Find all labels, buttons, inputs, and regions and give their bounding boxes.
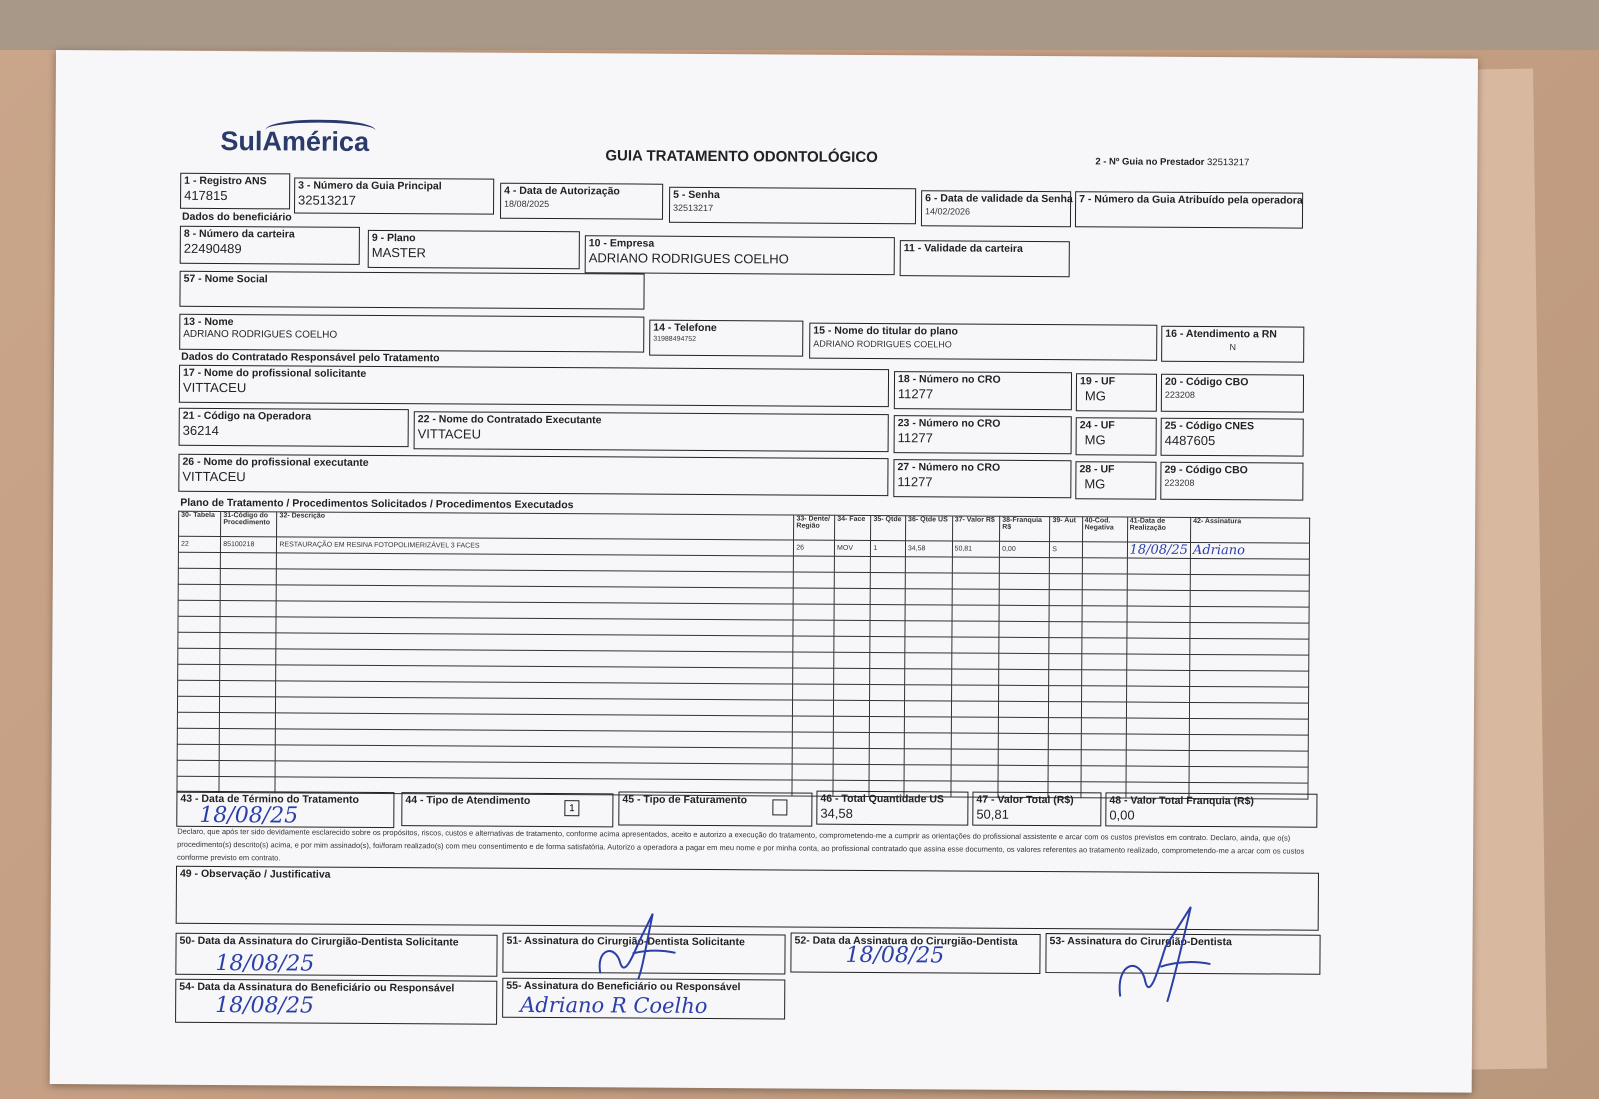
table-cell: [1126, 766, 1189, 782]
table-cell: [1081, 670, 1126, 686]
table-cell: [793, 604, 834, 620]
table-cell: [951, 685, 999, 701]
table-cell: [951, 669, 999, 685]
table-cell: [834, 684, 870, 700]
field-profissional-solicitante[interactable]: 17 - Nome do profissional solicitante VITTACEU: [179, 365, 889, 407]
table-cell: [904, 685, 951, 701]
procedures-header-cell: 33- Dente/ Região: [794, 515, 835, 540]
table-cell: 50,81: [952, 541, 1000, 557]
guia-prestador: 2 - Nº Guia no Prestador 32513217: [1095, 156, 1250, 169]
table-cell: [999, 557, 1049, 573]
table-cell: [870, 700, 905, 716]
table-cell: [999, 653, 1049, 669]
section-contratado: Dados do Contratado Responsável pelo Tratamento: [181, 350, 440, 365]
field-numero-guia-principal[interactable]: 3 - Número da Guia Principal 32513217: [294, 177, 494, 214]
table-cell: [1049, 654, 1081, 670]
table-cell: [178, 616, 220, 632]
field-data-assinatura-beneficiario[interactable]: 54- Data da Assinatura do Beneficiário ou Responsável: [175, 979, 497, 1025]
table-cell: [220, 585, 276, 601]
table-cell: Adriano: [1190, 542, 1309, 559]
table-cell: [904, 749, 951, 765]
table-cell: [998, 749, 1048, 765]
table-cell: [178, 680, 220, 696]
table-cell: [999, 685, 1049, 701]
declaration-text: Declaro, que após ter sido devidamente esclarecido sobre os propósitos, riscos, custos e alternativas de tratamento, conforme acima apresentados, aceito e autorizo a execução do tratamento, comprometendo-me a cumprir as orientações do profissional assistente e arcar com os custos previstos em contrato. Declaro, ainda, que o(s) procedimento(s) descrito(s) acima, e por mim assinado(s), foi/foram realizado(s) com meu consentimento e de forma satisfatória. Autorizo a operadora a pagar em meu nome e por minha conta, ao profissional contratado que assina esse documento, os valores referentes ao tratamento realizado, comprometendo-me a arcar com os custos conforme previsto em contrato.: [177, 826, 1305, 863]
procedures-header-cell: 36- Qtde US: [905, 516, 952, 541]
field-assinatura-solicitante[interactable]: 51- Assinatura do Cirurgião-Dentista Solicitante: [502, 933, 785, 975]
table-cell: [834, 556, 870, 572]
table-cell: [220, 681, 276, 697]
table-cell: [1190, 638, 1309, 655]
table-cell: [1081, 702, 1126, 718]
table-cell: [178, 648, 220, 664]
table-cell: 0,00: [1000, 541, 1050, 557]
handwritten-data-50: 18/08/25: [215, 950, 315, 977]
procedures-header-cell: 35- Qtde: [871, 515, 906, 540]
table-cell: S: [1050, 542, 1082, 558]
table-cell: [870, 668, 905, 684]
table-cell: [1081, 686, 1126, 702]
table-cell: [793, 668, 834, 684]
table-cell: [1126, 702, 1189, 718]
table-cell: [792, 764, 833, 780]
table-cell: [1190, 558, 1309, 575]
table-cell: [1082, 558, 1127, 574]
table-cell: [1190, 574, 1309, 591]
table-cell: [952, 557, 1000, 573]
table-cell: [951, 653, 999, 669]
table-cell: RESTAURAÇÃO EM RESINA FOTOPOLIMERIZÁVEL 3 FACES: [277, 537, 794, 556]
table-cell: [1189, 766, 1308, 783]
field-cbo-29[interactable]: 29 - Código CBO 223208: [1160, 462, 1303, 501]
table-cell: [905, 669, 952, 685]
field-data-assinatura-solicitante[interactable]: 50- Data da Assinatura do Cirurgião-Dentista Solicitante: [175, 933, 497, 977]
table-cell: [869, 764, 904, 780]
table-cell: [999, 605, 1049, 621]
table-cell: [1082, 590, 1127, 606]
table-cell: [1049, 670, 1081, 686]
table-cell: [1127, 622, 1190, 638]
table-cell: [905, 589, 952, 605]
table-cell: [1081, 638, 1126, 654]
table-cell: [951, 637, 999, 653]
table-cell: [793, 588, 834, 604]
table-cell: [1189, 734, 1308, 751]
table-cell: [178, 600, 220, 616]
table-cell: [1127, 590, 1190, 606]
field-assinatura-dentista[interactable]: 53- Assinatura do Cirurgião-Dentista: [1045, 933, 1320, 975]
table-cell: 1: [871, 540, 906, 556]
table-cell: [794, 556, 835, 572]
field-observacao[interactable]: 49 - Observação / Justificativa: [176, 866, 1319, 931]
procedures-header-cell: 32- Descrição: [277, 512, 794, 540]
field-cro-27[interactable]: 27 - Número no CRO 11277: [893, 459, 1071, 498]
table-cell: [1048, 766, 1080, 782]
procedures-header-cell: 40-Cod. Negativa: [1082, 517, 1127, 542]
table-cell: [178, 664, 220, 680]
table-cell: [1049, 686, 1081, 702]
table-cell: [870, 620, 905, 636]
table-cell: [219, 745, 275, 761]
field-empresa[interactable]: 10 - Empresa ADRIANO RODRIGUES COELHO: [585, 235, 895, 275]
table-cell: [1049, 590, 1081, 606]
table-cell: [793, 716, 834, 732]
table-cell: 85100218: [221, 537, 277, 553]
field-contratado-executante[interactable]: 22 - Nome do Contratado Executante VITTACEU: [414, 411, 889, 452]
field-senha[interactable]: 5 - Senha 32513217: [669, 187, 916, 225]
table-cell: [177, 712, 219, 728]
section-beneficiario: Dados do beneficiário: [181, 210, 292, 224]
table-cell: [220, 601, 276, 617]
background-top: [0, 0, 1599, 55]
table-cell: [1190, 686, 1309, 703]
table-cell: [1049, 718, 1081, 734]
tipo-atendimento-box[interactable]: 1: [564, 800, 579, 816]
field-data-assinatura-dentista[interactable]: 52- Data da Assinatura do Cirurgião-Dentista: [790, 933, 1040, 975]
tipo-faturamento-box[interactable]: [772, 799, 787, 815]
table-cell: [834, 588, 870, 604]
table-cell: [1127, 558, 1190, 574]
table-cell: [834, 636, 870, 652]
signature-beneficiario: Adriano R Coelho: [520, 992, 708, 1018]
table-cell: [905, 605, 952, 621]
field-validade-carteira[interactable]: 11 - Validade da carteira: [900, 240, 1070, 277]
signature-solicitante: [590, 908, 680, 989]
table-cell: [833, 732, 869, 748]
table-cell: [1081, 718, 1126, 734]
table-cell: [833, 716, 869, 732]
table-cell: [1126, 670, 1189, 686]
table-cell: [793, 652, 834, 668]
field-assinatura-beneficiario[interactable]: 55- Assinatura do Beneficiário ou Responsável: [502, 978, 785, 1020]
handwritten-data-termino: 18/08/25: [199, 802, 299, 829]
table-cell: [1082, 606, 1127, 622]
table-cell: [793, 636, 834, 652]
table-cell: [793, 620, 834, 636]
table-cell: [834, 620, 870, 636]
table-cell: [870, 716, 905, 732]
table-cell: [220, 665, 276, 681]
table-cell: [1049, 606, 1081, 622]
table-cell: [833, 748, 869, 764]
table-cell: [1127, 574, 1190, 590]
field-cro-23[interactable]: 23 - Número no CRO 11277: [894, 415, 1072, 454]
table-cell: 26: [794, 540, 835, 556]
table-cell: [870, 748, 905, 764]
section-plano: Plano de Tratamento / Procedimentos Solicitados / Procedimentos Executados: [180, 496, 574, 512]
handwritten-data-54: 18/08/25: [215, 992, 315, 1019]
table-cell: [870, 652, 905, 668]
field-cro-18[interactable]: 18 - Número no CRO 11277: [894, 371, 1072, 410]
field-telefone[interactable]: 14 - Telefone 31988494752: [649, 320, 803, 357]
table-cell: [178, 568, 220, 584]
table-cell: [177, 760, 219, 776]
field-registro-ans[interactable]: 1 - Registro ANS 417815: [180, 173, 290, 210]
table-cell: [871, 556, 906, 572]
table-cell: [794, 572, 835, 588]
procedures-header-cell: 42- Assinatura: [1190, 517, 1309, 543]
table-cell: 22: [178, 536, 220, 552]
table-cell: [177, 696, 219, 712]
table-cell: [834, 652, 870, 668]
field-tipo-atendimento[interactable]: 44 - Tipo de Atendimento: [401, 792, 613, 827]
table-cell: [999, 621, 1049, 637]
table-cell: [220, 569, 276, 585]
table-cell: [1189, 718, 1308, 735]
table-cell: [793, 684, 834, 700]
field-nome[interactable]: 13 - Nome ADRIANO RODRIGUES COELHO: [179, 314, 644, 353]
field-uf-28[interactable]: 28 - UF MG: [1075, 461, 1156, 499]
field-cbo-20[interactable]: 20 - Código CBO 223208: [1161, 374, 1304, 413]
field-profissional-executante[interactable]: 26 - Nome do profissional executante VITTACEU: [178, 454, 888, 496]
table-cell: [834, 668, 870, 684]
table-cell: [219, 729, 275, 745]
table-cell: [220, 633, 276, 649]
table-cell: [1190, 622, 1309, 639]
table-cell: [1081, 654, 1126, 670]
table-cell: 34,58: [905, 541, 952, 557]
table-cell: [1126, 654, 1189, 670]
table-cell: [905, 621, 952, 637]
table-cell: [1126, 686, 1189, 702]
table-cell: [792, 748, 833, 764]
table-cell: [220, 649, 276, 665]
table-cell: [178, 632, 220, 648]
table-cell: [833, 764, 869, 780]
table-cell: [871, 572, 906, 588]
handwritten-data-52: 18/08/25: [845, 942, 945, 969]
table-cell: [1189, 702, 1308, 719]
document-title: GUIA TRATAMENTO ODONTOLÓGICO: [605, 147, 878, 167]
table-cell: [1048, 750, 1080, 766]
field-cnes-25[interactable]: 25 - Código CNES 4487605: [1161, 418, 1304, 457]
table-cell: [1082, 542, 1127, 558]
procedures-header-cell: 37- Valor R$: [952, 516, 1000, 541]
table-cell: [952, 621, 1000, 637]
table-cell: [904, 765, 951, 781]
field-validade-senha[interactable]: 6 - Data de validade da Senha 14/02/2026: [921, 190, 1071, 227]
table-cell: [999, 637, 1049, 653]
table-cell: [952, 605, 1000, 621]
table-cell: [1126, 638, 1189, 654]
table-cell: [1081, 750, 1126, 766]
table-cell: [177, 728, 219, 744]
table-cell: [951, 701, 999, 717]
procedures-header-cell: 41-Data de Realização: [1127, 517, 1191, 542]
table-cell: [1081, 766, 1126, 782]
table-cell: [178, 552, 220, 568]
signature-dentista: [1105, 901, 1216, 1012]
table-cell: [998, 717, 1048, 733]
table-cell: [998, 733, 1048, 749]
table-cell: [905, 637, 952, 653]
field-numero-carteira[interactable]: 8 - Número da carteira 22490489: [180, 226, 360, 265]
field-valor-total[interactable]: 47 - Valor Total (R$) 50,81: [972, 792, 1101, 827]
procedures-header-cell: 34- Face: [835, 515, 871, 540]
table-cell: [905, 557, 952, 573]
table-cell: [834, 572, 870, 588]
table-cell: [1082, 574, 1127, 590]
table-cell: [1049, 702, 1081, 718]
table-cell: [177, 744, 219, 760]
table-cell: [1189, 750, 1308, 767]
table-cell: [999, 701, 1049, 717]
procedures-header-cell: 38-Franquia R$: [1000, 516, 1050, 541]
table-cell: [870, 684, 905, 700]
table-cell: MOV: [835, 540, 871, 556]
field-data-autorizacao[interactable]: 4 - Data de Autorização 18/08/2025: [500, 183, 663, 220]
table-cell: [951, 733, 999, 749]
table-cell: [905, 573, 952, 589]
sulamerica-logo: SulAmérica: [220, 126, 370, 157]
table-cell: [952, 589, 1000, 605]
table-cell: [1049, 638, 1081, 654]
table-cell: [1049, 734, 1081, 750]
field-atendimento-rn[interactable]: 16 - Atendimento a RN N: [1161, 326, 1304, 363]
table-cell: [793, 700, 834, 716]
table-cell: [951, 717, 999, 733]
table-cell: 18/08/25: [1127, 542, 1190, 558]
table-cell: [221, 553, 277, 569]
table-cell: [178, 584, 220, 600]
procedures-header-cell: 30- Tabela: [179, 511, 221, 536]
table-cell: [1190, 670, 1309, 687]
procedures-table: [176, 511, 1310, 800]
table-cell: [870, 604, 905, 620]
table-cell: [904, 701, 951, 717]
table-cell: [1049, 622, 1081, 638]
table-cell: [1127, 606, 1190, 622]
field-uf-24[interactable]: 24 - UF MG: [1076, 417, 1157, 455]
field-guia-operadora[interactable]: 7 - Número da Guia Atribuído pela operadora: [1075, 191, 1303, 228]
field-uf-19[interactable]: 19 - UF MG: [1076, 373, 1157, 411]
table-cell: [999, 573, 1049, 589]
table-cell: [870, 588, 905, 604]
field-codigo-operadora[interactable]: 21 - Código na Operadora 36214: [179, 408, 409, 447]
table-cell: [1190, 654, 1309, 671]
table-cell: [1081, 622, 1126, 638]
table-cell: [951, 765, 999, 781]
procedures-header-cell: 31-Código do Procedimento: [221, 512, 277, 537]
table-cell: [220, 697, 276, 713]
table-cell: [998, 765, 1048, 781]
table-cell: [999, 589, 1049, 605]
table-cell: [1190, 606, 1309, 623]
table-cell: [1081, 734, 1126, 750]
table-cell: [870, 636, 905, 652]
table-cell: [1126, 718, 1189, 734]
table-cell: [904, 733, 951, 749]
table-cell: [1050, 558, 1082, 574]
table-cell: [793, 732, 834, 748]
field-titular-plano[interactable]: 15 - Nome do titular do plano ADRIANO RODRIGUES COELHO: [809, 323, 1157, 361]
field-valor-franquia[interactable]: 48 - Valor Total Franquia (R$) 0,00: [1105, 792, 1317, 827]
table-cell: [220, 617, 276, 633]
table-cell: [951, 749, 999, 765]
field-tipo-faturamento[interactable]: 45 - Tipo de Faturamento: [618, 791, 812, 826]
procedures-header-cell: 39- Aut: [1050, 517, 1082, 542]
field-nome-social[interactable]: 57 - Nome Social: [179, 271, 644, 310]
table-cell: [220, 713, 276, 729]
table-cell: [1126, 750, 1189, 766]
table-cell: [1126, 734, 1189, 750]
table-cell: [905, 653, 952, 669]
table-cell: [219, 761, 275, 777]
table-cell: [999, 669, 1049, 685]
table-cell: [834, 604, 870, 620]
field-data-termino[interactable]: 43 - Data de Término do Tratamento: [176, 791, 394, 828]
table-cell: [870, 732, 905, 748]
table-cell: [1050, 574, 1082, 590]
table-cell: [834, 700, 870, 716]
table-cell: [1190, 590, 1309, 607]
field-total-us[interactable]: 46 - Total Quantidade US 34,58: [816, 791, 968, 826]
field-plano[interactable]: 9 - Plano MASTER: [368, 230, 580, 269]
table-cell: [952, 573, 1000, 589]
table-cell: [904, 717, 951, 733]
guia-document: [50, 50, 1478, 1093]
